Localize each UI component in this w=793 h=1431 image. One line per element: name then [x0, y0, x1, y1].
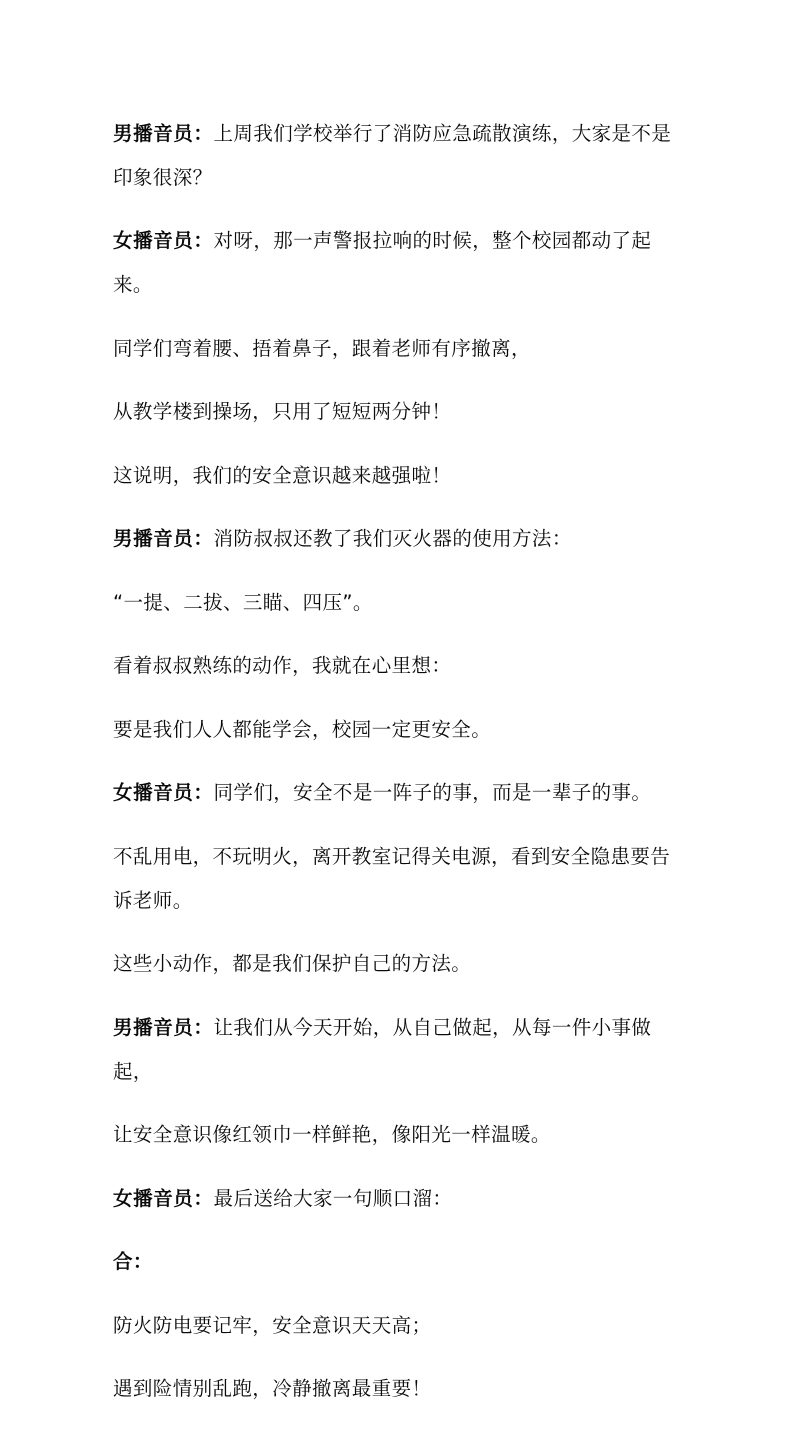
speaker-label: 男播音员：	[113, 527, 214, 550]
paragraph: 要是我们人人都能学会，校园一定更安全。	[113, 717, 492, 741]
paragraph	[113, 517, 683, 561]
paragraph-text: 同学们，安全不是一阵子的事，而是一辈子的事。	[213, 781, 652, 804]
document-body	[113, 92, 683, 1431]
speaker-label: 男播音员：	[113, 121, 214, 145]
paragraph	[113, 771, 683, 815]
paragraph-text: 让我们从今天开始，从自己做起，从每一件小事做起，	[113, 1015, 652, 1083]
paragraph: 这些小动作，都是我们保护自己的方法。	[113, 952, 472, 975]
speaker-label: 女播音员：	[113, 1186, 214, 1210]
speaker-label: 男播音员：	[113, 1015, 214, 1039]
paragraph	[113, 219, 683, 307]
paragraph: 看着叔叔熟练的动作，我就在心里想：	[113, 654, 452, 677]
paragraph	[113, 1177, 683, 1221]
paragraph-text: 对呀，那一声警报拉响的时候，整个校园都动了起来。	[113, 229, 652, 296]
speaker-label: 女播音员：	[113, 229, 214, 252]
paragraph: 遇到险情别乱跑，冷静撤离最重要！	[113, 1377, 432, 1400]
paragraph: “一提、二拔、三瞄、四压”。	[113, 590, 373, 614]
paragraph-text: 最后送给大家一句顺口溜：	[213, 1186, 453, 1210]
chorus-heading: 合：	[113, 1250, 153, 1273]
paragraph: 从教学楼到操场，只用了短短两分钟！	[113, 400, 452, 423]
paragraph: 同学们弯着腰、捂着鼻子，跟着老师有序撤离，	[113, 336, 531, 360]
paragraph	[113, 112, 683, 200]
paragraph-text: 消防叔叔还教了我们灭火器的使用方法：	[213, 527, 572, 550]
paragraph: 让安全意识像红领巾一样鲜艳，像阳光一样温暖。	[113, 1123, 551, 1146]
paragraph: 不乱用电，不玩明火，离开教室记得关电源，看到安全隐患要告诉老师。	[113, 844, 671, 912]
paragraph	[113, 1006, 683, 1094]
paragraph-text: 上周我们学校举行了消防应急疏散演练，大家是不是印象很深？	[113, 121, 672, 189]
paragraph: 这说明，我们的安全意识越来越强啦！	[113, 463, 452, 487]
paragraph: 防火防电要记牢，安全意识天天高；	[113, 1313, 432, 1337]
speaker-label: 女播音员：	[113, 781, 214, 804]
